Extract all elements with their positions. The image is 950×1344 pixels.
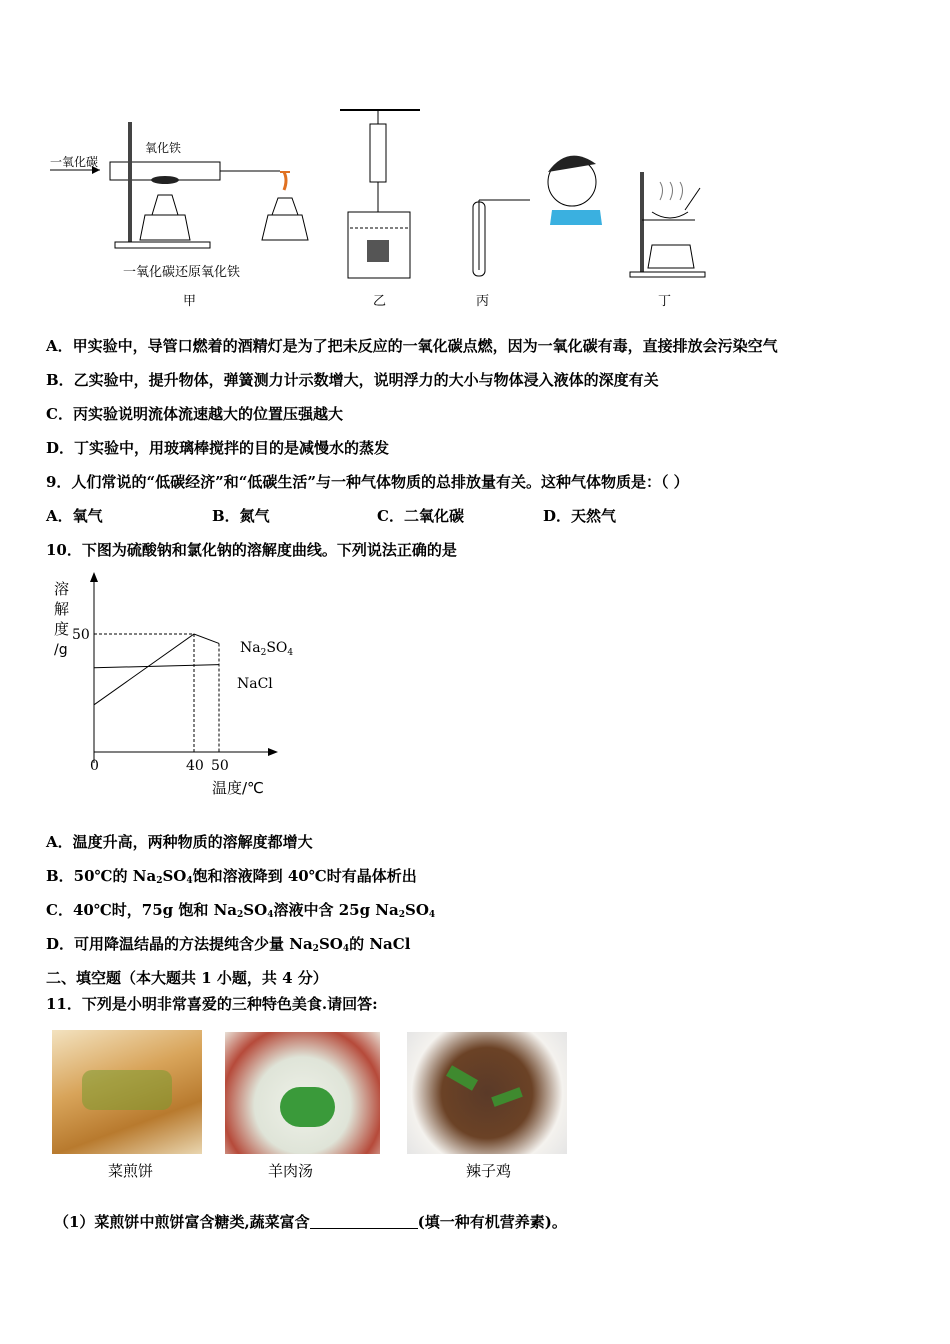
figure-bing-apparatus (473, 156, 602, 276)
q9-option-a: A．氧气 (46, 507, 103, 525)
q9-option-d: D．天然气 (543, 507, 617, 525)
q8-option-d: D．丁实验中，用玻璃棒搅拌的目的是减慢水的蒸发 (46, 439, 390, 457)
section2-heading: 二、填空题（本大题共 1 小题，共 4 分） (46, 969, 328, 987)
food-photo-cai-jian-bing (52, 1030, 202, 1154)
figure-ding-apparatus (630, 172, 705, 277)
x-tick-40: 40 (186, 758, 204, 774)
q9-stem: 9．人们常说的“低碳经济”和“低碳生活”与一种气体物质的总排放量有关。这种气体物质是：（ ） (46, 473, 689, 491)
figure-yi-apparatus (340, 110, 420, 278)
answer-blank[interactable] (310, 1214, 418, 1229)
fe2o3-label: 氧化铁 (145, 141, 182, 155)
food-caption-3: 辣子鸡 (466, 1162, 512, 1180)
ding-label: 丁 (658, 294, 672, 309)
y-axis-arrow (90, 572, 98, 582)
co-label: 一氧化碳 (50, 155, 99, 169)
yi-label: 乙 (373, 294, 387, 309)
x-tick-0: 0 (90, 758, 99, 774)
bing-label: 丙 (476, 294, 490, 309)
x-tick-50: 50 (211, 758, 229, 774)
q11-part-1: （1）菜煎饼中煎饼富含糖类,蔬菜富含 (填一种有机营养素)。 (54, 1213, 567, 1231)
q9-option-b: B．氮气 (212, 507, 270, 525)
y-label-2: 解 (54, 600, 70, 618)
solubility-chart (40, 568, 310, 803)
food-photo-yang-rou-tang (225, 1032, 380, 1154)
experiment-figures (40, 100, 740, 315)
jia-caption: 一氧化碳还原氧化铁 (123, 265, 241, 280)
q10-option-c: C．40℃时，75g 饱和 $Na_2SO_4$溶液中含 25g $Na_2SO_4$ (46, 901, 436, 920)
y-label-3: 度 (54, 620, 70, 638)
legend-na2so4: $Na_2SO_4$ (240, 640, 294, 658)
q8-option-c: C．丙实验说明流体流速越大的位置压强越大 (46, 405, 343, 423)
food-photo-la-zi-ji (407, 1032, 567, 1154)
food-caption-1: 菜煎饼 (108, 1162, 154, 1180)
q10-option-b: B．50℃的 $Na_2SO_4$饱和溶液降到 40℃时有晶体析出 (46, 867, 417, 886)
x-axis-arrow (268, 748, 278, 756)
q10-option-d: D．可用降温结晶的方法提纯含少量 $Na_2SO_4$的 NaCl (46, 935, 411, 954)
series-na2so4-line (94, 634, 219, 705)
y-label-1: 溶 (54, 580, 70, 598)
q8-option-a: A．甲实验中，导管口燃着的酒精灯是为了把未反应的一氧化碳点燃，因为一氧化碳有毒，直接排放会污染空气 (46, 337, 778, 355)
legend-nacl: NaCl (237, 676, 273, 692)
series-nacl-line (94, 665, 219, 668)
q10-option-a: A．温度升高，两种物质的溶解度都增大 (46, 833, 313, 851)
jia-label: 甲 (183, 294, 197, 309)
q11-stem: 11．下列是小明非常喜爱的三种特色美食.请回答: (46, 995, 378, 1013)
food-caption-2: 羊肉汤 (268, 1162, 314, 1180)
q8-option-b: B．乙实验中，提升物体，弹簧测力计示数增大，说明浮力的大小与物体浸入液体的深度有关 (46, 371, 659, 389)
q9-option-c: C．二氧化碳 (377, 507, 464, 525)
x-axis-label: 温度/℃ (212, 779, 264, 797)
y-label-4: /g (54, 642, 68, 658)
y-tick-50: 50 (72, 627, 90, 643)
q10-stem: 10．下图为硫酸钠和氯化钠的溶解度曲线。下列说法正确的是 (46, 541, 457, 559)
